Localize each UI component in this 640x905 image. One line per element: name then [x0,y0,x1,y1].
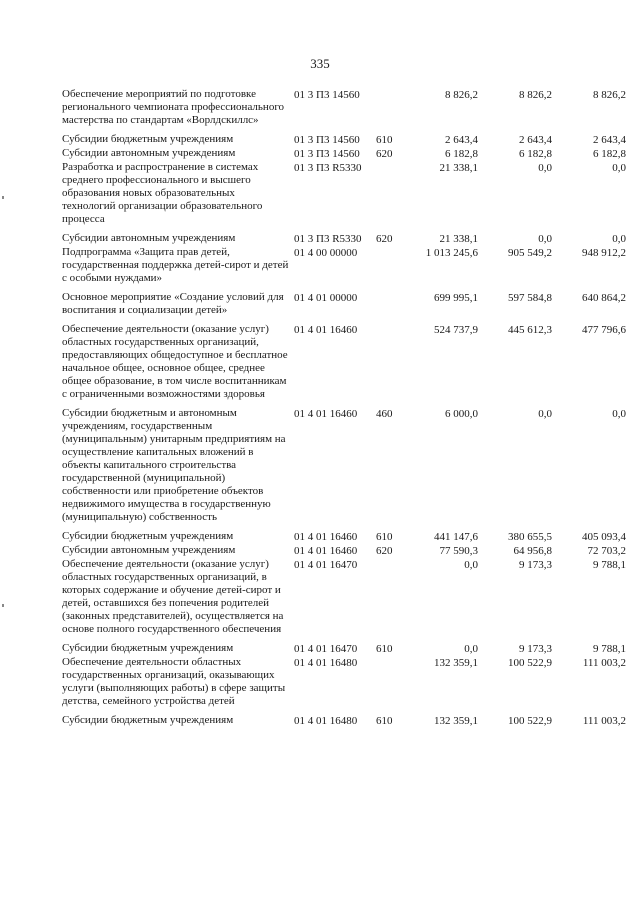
row-value-2: 445 612,3 [508,324,552,336]
row-code: 01 4 01 16480 [294,657,358,669]
row-value-2: 0,0 [538,408,552,420]
row-value-2: 380 655,5 [508,531,552,543]
row-value-2: 100 522,9 [508,715,552,727]
row-value-3: 9 788,1 [593,643,626,655]
row-value-3: 9 788,1 [593,559,626,571]
row-expense-type [376,656,404,714]
row-code: 01 4 01 16480 [294,715,358,727]
row-code: 01 4 01 16460 [294,531,358,543]
row-name: Подпрограмма «Защита прав детей, государственная поддержка детей-сирот и детей с особыми нуждами» [62,246,289,284]
row-value-1: 132 359,1 [434,657,478,669]
row-name: Разработка и распространение в системах среднего профессионального и высшего образования новых образовательных технологий организации образовательного процесса [62,161,263,225]
row-value-1: 132 359,1 [434,715,478,727]
row-value-2: 8 826,2 [519,89,552,101]
row-value-2: 9 173,3 [519,559,552,571]
row-expense-type [376,161,404,232]
row-expense-type [376,323,404,407]
row-code: 01 3 П3 14560 [294,134,360,146]
row-expense-type: 610 [376,643,393,655]
row-value-1: 77 590,3 [439,545,478,557]
table-row [62,544,634,558]
row-value-3: 72 703,2 [587,545,626,557]
row-expense-type: 460 [376,408,393,420]
table-row [62,246,634,291]
row-expense-type [376,291,404,323]
row-name: Субсидии бюджетным учреждениям [62,530,234,542]
row-expense-type [376,558,404,642]
row-value-1: 8 826,2 [445,89,478,101]
table-row [62,714,634,728]
row-value-1: 524 737,9 [434,324,478,336]
row-value-3: 640 864,2 [582,292,626,304]
row-code: 01 4 00 00000 [294,247,358,259]
row-name: Обеспечение мероприятий по подготовке регионального чемпионата профессионального мастерства по стандартам «Ворлдскиллс» [62,88,285,126]
page-number: 335 [310,56,330,71]
row-value-1: 1 013 245,6 [425,247,478,259]
row-value-3: 0,0 [612,162,626,174]
row-value-2: 9 173,3 [519,643,552,655]
row-value-2: 6 182,8 [519,148,552,160]
row-name: Обеспечение деятельности (оказание услуг) областных государственных организаций, в которых содержание и обучение детей-сирот и детей, оставшихся без попечения родителей (законных представителей), осуществляется на основе полного государственного обеспечения [62,558,284,635]
row-name: Субсидии бюджетным и автономным учреждениям, государственным (муниципальным) унитарным предприятиям на осуществление капитальных вложений в объекты капитального строительства государственной (муниципальной) собственности или приобретение объектов недвижимого имущества в государственную (муниципальную) собственность [62,407,286,523]
row-code: 01 4 01 16460 [294,324,358,336]
row-expense-type: 610 [376,531,393,543]
table-row [62,161,634,232]
row-name: Обеспечение деятельности областных государственных организаций, оказывающих услуги (выполняющих работы) в сфере защиты детства, семейного устройства детей [62,656,286,707]
row-value-3: 0,0 [612,408,626,420]
row-value-1: 441 147,6 [434,531,478,543]
table-row [62,642,634,656]
row-value-3: 111 003,2 [582,715,626,727]
row-expense-type: 610 [376,715,393,727]
table-body [62,88,634,728]
table-row [62,133,634,147]
table-row [62,558,634,642]
row-expense-type: 620 [376,148,393,160]
row-code: 01 4 01 16470 [294,559,358,571]
row-value-1: 0,0 [464,559,478,571]
row-value-2: 100 522,9 [508,657,552,669]
row-value-3: 477 796,6 [582,324,626,336]
budget-table [62,88,634,728]
row-expense-type: 610 [376,134,393,146]
row-value-2: 64 956,8 [513,545,552,557]
row-expense-type: 620 [376,233,393,245]
scan-edge-mark [2,604,4,607]
row-name: Субсидии автономным учреждениям [62,147,236,159]
row-name: Субсидии бюджетным учреждениям [62,642,234,654]
row-value-1: 21 338,1 [439,233,478,245]
row-value-1: 699 995,1 [434,292,478,304]
row-code: 01 4 01 00000 [294,292,358,304]
row-name: Субсидии автономным учреждениям [62,544,236,556]
row-name: Субсидии бюджетным учреждениям [62,133,234,145]
table-row [62,407,634,530]
scan-edge-mark [2,196,4,199]
table-row [62,88,634,133]
row-name: Основное мероприятие «Создание условий для воспитания и социализации детей» [62,291,284,316]
row-value-3: 0,0 [612,233,626,245]
row-value-1: 6 000,0 [445,408,478,420]
row-code: 01 3 П3 14560 [294,148,360,160]
row-value-3: 948 912,2 [582,247,626,259]
row-value-3: 8 826,2 [593,89,626,101]
row-value-2: 905 549,2 [508,247,552,259]
row-value-3: 111 003,2 [582,657,626,669]
row-code: 01 4 01 16470 [294,643,358,655]
row-code: 01 3 П3 R5330 [294,162,362,174]
row-value-3: 2 643,4 [593,134,626,146]
row-value-2: 0,0 [538,233,552,245]
row-expense-type [376,246,404,291]
row-code: 01 4 01 16460 [294,545,358,557]
row-value-2: 597 584,8 [508,292,552,304]
row-value-1: 6 182,8 [445,148,478,160]
table-row [62,291,634,323]
row-code: 01 3 П3 14560 [294,89,360,101]
row-value-1: 21 338,1 [439,162,478,174]
row-value-1: 2 643,4 [445,134,478,146]
table-row [62,323,634,407]
row-value-3: 6 182,8 [593,148,626,160]
row-value-2: 0,0 [538,162,552,174]
row-name: Субсидии бюджетным учреждениям [62,714,234,726]
row-name: Субсидии автономным учреждениям [62,232,236,244]
row-value-1: 0,0 [464,643,478,655]
row-code: 01 3 П3 R5330 [294,233,362,245]
table-row [62,232,634,246]
row-value-2: 2 643,4 [519,134,552,146]
row-code: 01 4 01 16460 [294,408,358,420]
table-row [62,147,634,161]
row-value-3: 405 093,4 [582,531,626,543]
row-name: Обеспечение деятельности (оказание услуг) областных государственных организаций, предоставляющих общедоступное и бесплатное начальное общее, основное общее, среднее общее образование, в том числе воспитанникам с ограниченными возможностями здоровья [62,323,288,400]
table-row [62,656,634,714]
row-expense-type: 620 [376,545,393,557]
table-row [62,530,634,544]
row-expense-type [376,88,404,133]
